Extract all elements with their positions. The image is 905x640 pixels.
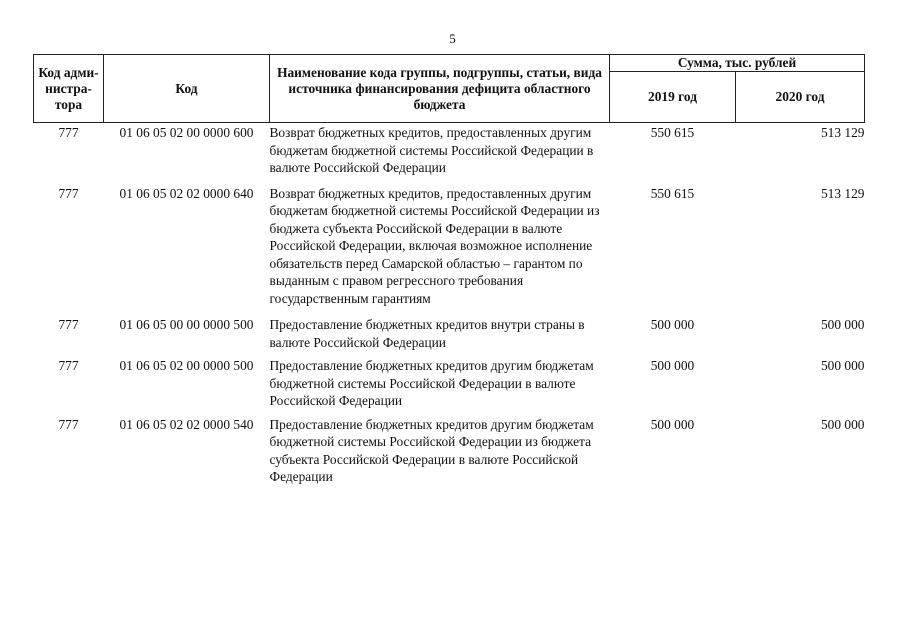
budget-sources-table [33, 54, 865, 486]
table-row [34, 179, 865, 317]
row-name: Предоставление бюджетных кредитов другим бюджетам бюджетной системы Российской Федерации из бюджета субъекта Российской Федерации в валюте Российской Федерации [269, 416, 594, 484]
row-code: 01 06 05 02 02 0000 640 [119, 185, 254, 201]
row-admin-code: 777 [58, 416, 79, 432]
row-code: 01 06 05 00 00 0000 500 [119, 317, 254, 332]
row-name: Предоставление бюджетных кредитов внутри страны в валюте Российской Федерации [269, 317, 585, 350]
row-name: Предоставление бюджетных кредитов другим бюджетам бюджетной системы Российской Федерации в валюте Российской Федерации [269, 358, 594, 408]
table-row [34, 316, 865, 357]
page-number: 5 [449, 31, 456, 46]
row-sum-2019: 500 000 [650, 416, 695, 432]
row-sum-2020: 500 000 [820, 358, 865, 373]
row-sum-2019: 550 615 [650, 125, 695, 140]
header-code: Код [104, 55, 270, 123]
header-name: Наименование кода группы, подгруппы, статьи, вида источника финансирования дефицита областного бюджета [270, 55, 610, 123]
header-year-2019: 2019 год [610, 72, 736, 123]
row-admin-code: 777 [58, 358, 79, 373]
row-sum-2019: 500 000 [650, 358, 695, 373]
row-name: Возврат бюджетных кредитов, предоставленных другим бюджетам бюджетной системы Российской Федерации из бюджета субъекта Российской Федерации в валюте Российской Федерации, включая возможное исполнение обязательств перед Самарской областью – гарантом по выданным с правом регрессного требования государственным гарантиям [269, 185, 600, 306]
table-row [34, 357, 865, 416]
table-row [34, 123, 865, 179]
header-sum: Сумма, тыс. рублей [610, 55, 865, 72]
row-admin-code: 777 [58, 125, 79, 140]
row-sum-2020: 513 129 [820, 185, 865, 201]
row-code: 01 06 05 02 00 0000 500 [119, 358, 254, 373]
row-sum-2019: 550 615 [650, 185, 695, 201]
row-sum-2019: 500 000 [650, 317, 695, 332]
row-name: Возврат бюджетных кредитов, предоставленных другим бюджетам бюджетной системы Российской Федерации в валюте Российской Федерации [269, 125, 594, 175]
row-sum-2020: 513 129 [820, 125, 865, 140]
row-code: 01 06 05 02 02 0000 540 [119, 416, 254, 432]
row-admin-code: 777 [58, 185, 79, 201]
row-sum-2020: 500 000 [820, 416, 865, 432]
table-row [34, 416, 865, 486]
table-body [34, 123, 865, 486]
row-admin-code: 777 [58, 317, 79, 332]
row-sum-2020: 500 000 [820, 317, 865, 332]
header-admin-code: Код адми-нистра-тора [34, 55, 104, 123]
header-year-2020: 2020 год [736, 72, 865, 123]
table-header [34, 55, 865, 123]
row-code: 01 06 05 02 00 0000 600 [119, 125, 254, 140]
